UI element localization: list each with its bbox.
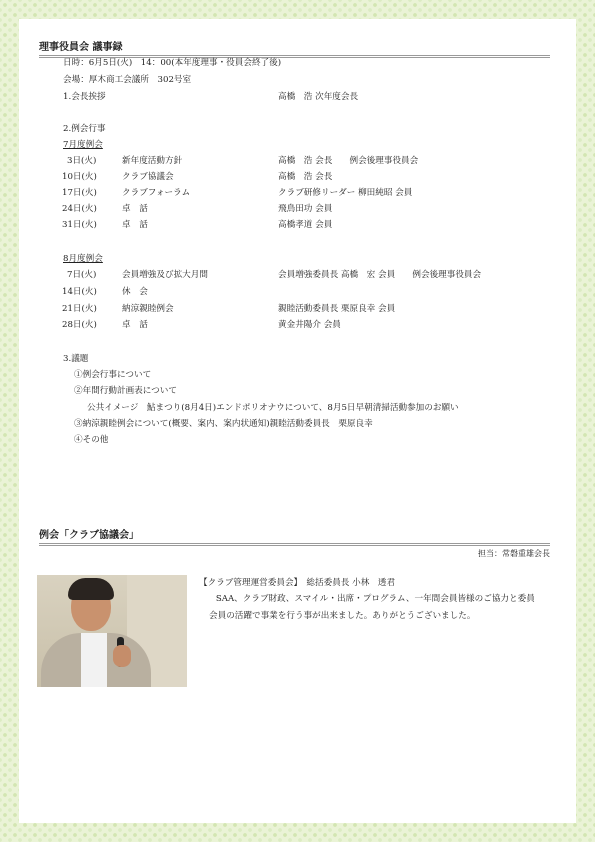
august-row-topic: 休 会 xyxy=(122,287,148,297)
july-row-topic: 新年度活動方針 xyxy=(122,156,183,166)
august-row-date: 21日(火) xyxy=(62,304,97,314)
july-row-topic: クラブ協議会 xyxy=(122,172,174,182)
agenda-item: ①例会行事について xyxy=(74,370,152,380)
july-row-date: 17日(火) xyxy=(62,188,97,198)
agenda-item: ②年間行動計画表について xyxy=(74,386,177,396)
july-row-topic: 卓 話 xyxy=(122,204,148,214)
july-row-date: 10日(火) xyxy=(62,172,97,182)
july-row-topic: クラブフォーラム xyxy=(122,188,191,198)
agenda-item-detail: 公共イメージ 鮎まつり(8月4日)エンドポリオナウについて、8月5日早朝清掃活動参加のお願い xyxy=(87,403,459,413)
july-row-person: 高橋孝道 会員 xyxy=(278,220,333,230)
section-title-club-assembly: 例会「クラブ協議会」 xyxy=(39,526,550,546)
comment-title: 【クラブ管理運営委員会】 総括委員長 小林 透君 xyxy=(199,578,396,588)
august-row-date: 28日(火) xyxy=(62,320,97,330)
item3-label: 3.議題 xyxy=(63,354,89,364)
august-row-date: 7日(火) xyxy=(67,270,97,280)
july-row-date: 24日(火) xyxy=(62,204,97,214)
item1-person: 高橋 浩 次年度会長 xyxy=(278,92,359,102)
agenda-item: ③納涼親睦例会について(概要、案内、案内状通知)親睦活動委員長 栗原良幸 xyxy=(74,419,373,429)
section-title-board-minutes: 理事役員会 議事録 xyxy=(39,38,550,58)
july-row-person: 飛鳥田功 会員 xyxy=(278,204,333,214)
item2-label: 2.例会行事 xyxy=(63,124,106,134)
july-row-date: 31日(火) xyxy=(62,220,97,230)
july-row-date: 3日(火) xyxy=(67,156,97,166)
july-row-person: 高橋 浩 会長 xyxy=(278,172,333,182)
august-row-person: 会員増強委員長 高橋 宏 会員 例会後理事役員会 xyxy=(278,270,482,280)
comment-body: SAA、クラブ財政、スマイル・出席・プログラム、一年間会員皆様のご協力と委員会員の活躍で事業を行う事が出来ました。ありがとうございました。 xyxy=(209,594,535,621)
august-row-topic: 卓 話 xyxy=(122,320,148,330)
august-row-person: 黄金井陽介 会員 xyxy=(278,320,341,330)
agenda-item: ④その他 xyxy=(74,435,109,445)
speaker-photo xyxy=(37,575,187,687)
meeting-datetime: 日時：6月5日(火) 14：00(本年度理事・役員会終了後) xyxy=(63,58,282,68)
july-row-person: 高橋 浩 会長 例会後理事役員会 xyxy=(278,156,419,166)
item1-label: 1.会長挨拶 xyxy=(63,92,106,102)
meeting-venue: 会場：厚木商工会議所 302号室 xyxy=(63,75,192,85)
august-row-topic: 会員増強及び拡大月間 xyxy=(122,270,208,280)
august-row-date: 14日(火) xyxy=(62,287,97,297)
page-sheet xyxy=(19,19,576,823)
reporter-credit: 担当：常磐重雄会長 xyxy=(478,549,550,558)
july-row-person: クラブ研修リーダー 柳田純昭 会員 xyxy=(278,188,413,198)
august-row-topic: 納涼親睦例会 xyxy=(122,304,174,314)
july-row-topic: 卓 話 xyxy=(122,220,148,230)
august-heading: 8月度例会 xyxy=(63,254,103,264)
august-row-person: 親睦活動委員長 栗原良幸 会員 xyxy=(278,304,396,314)
july-heading: 7月度例会 xyxy=(63,140,103,150)
